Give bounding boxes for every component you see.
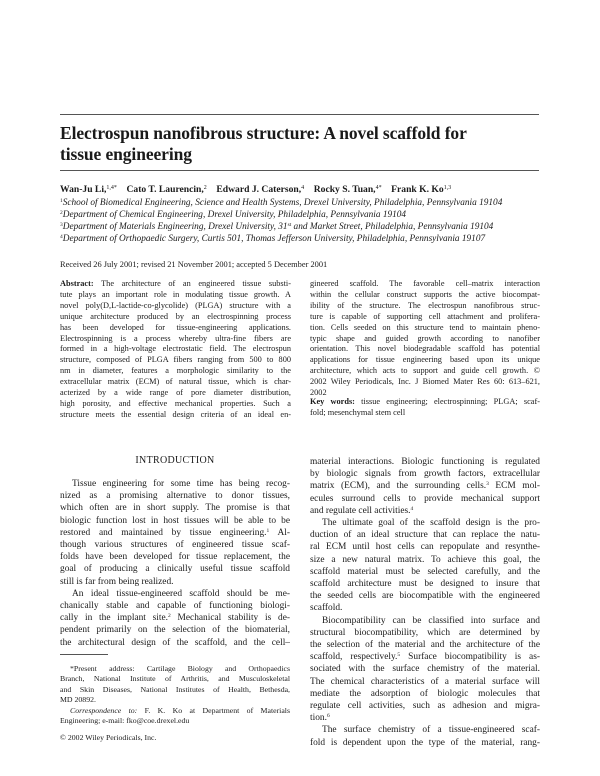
body-text: the selection of the material and the architecture of the [310, 640, 540, 651]
body-line [60, 515, 290, 527]
body-line [310, 529, 540, 541]
body-line [310, 480, 540, 492]
body-text: scaffold, respectively. [310, 652, 398, 663]
abstract-text: unique architecture produced by an electrospinning process [60, 311, 291, 321]
body-text: fold is dependent upon the type of the material, rang- [310, 737, 540, 748]
introduction-right-column [310, 456, 540, 749]
body-line [310, 651, 540, 663]
abstract-line [60, 323, 291, 334]
body-line [310, 554, 540, 566]
body-text: the architectural design of the scaffold, and the cell– [60, 637, 290, 648]
abstract-line [60, 290, 291, 301]
abstract-line: gineered scaffold. The favorable cell–matrix interaction [310, 279, 540, 288]
footnote-line: MD 20892. [60, 695, 96, 705]
body-text: though various structures of engineered tissue scaf- [60, 540, 290, 551]
footnote-line: *Present address: Cartilage Biology and Orthopaedics [70, 664, 290, 673]
abstract-text: nm in diameter, features a morphologic similarity to the [60, 366, 291, 376]
body-text: Biocompatibility can be classified into surface and [322, 615, 540, 626]
body-line [310, 688, 540, 700]
body-text: regulate cell activities, such as adhesion and migra- [310, 701, 540, 712]
abstract-text: structure, composed of PLGA fibers ranging from 500 to 800 [60, 355, 291, 365]
body-text: An ideal tissue-engineered scaffold should be me- [72, 588, 290, 599]
body-line [310, 590, 540, 602]
body-text: ecules surround cells to provide mechanical support [310, 493, 540, 504]
author-name: Frank K. Ko [391, 184, 444, 195]
body-line [310, 566, 540, 578]
abstract-line: tion. Cells seeded on this structure tend to maintain pheno- [310, 322, 540, 332]
abstract-line [60, 388, 291, 399]
body-line [310, 468, 540, 480]
body-text: the seeded cells are biocompatible with the engineered [310, 591, 540, 602]
body-text: The chemical characteristics of a material surface will [310, 676, 540, 687]
abstract-left-column [60, 279, 291, 421]
footnote-correspondence: Correspondence to: F. K. Ko at Department of Materials Engineering; e-mail: fko@coe.drexel.edu [60, 706, 290, 726]
body-text: folds have been developed for tissue replacement, the [60, 552, 290, 563]
body-text: cally in the implant site. [60, 613, 169, 624]
body-line [310, 627, 540, 639]
body-line [60, 502, 290, 514]
body-text: ral ECM until host cells can repopulate and resynthe- [310, 542, 540, 553]
reference-mark: 3 [486, 481, 489, 488]
abstract-line [60, 377, 291, 388]
author-affiliation-mark: 1,4* [106, 185, 117, 191]
footnote-rule [60, 654, 108, 655]
body-line [60, 527, 290, 539]
body-line [310, 602, 540, 614]
abstract-line: orientation. This novel biodegradable scaffold has potential [310, 344, 540, 354]
abstract-line [60, 355, 291, 366]
abstract-text: formed in a high-voltage electrostatic field. The electrospun [60, 344, 291, 354]
body-line [310, 700, 540, 712]
abstract-text: has been developed for tissue-engineering applications. [60, 322, 291, 332]
body-line [60, 551, 290, 563]
body-text: pendent primarily on the selection of the biomaterial, [60, 625, 290, 636]
abstract-line [60, 312, 291, 323]
body-line [60, 563, 290, 575]
body-text: which often are in short supply. The promise is that [60, 503, 290, 514]
footnote-present-address [60, 664, 290, 706]
abstract-line [60, 334, 291, 345]
body-line [60, 576, 290, 588]
body-text: goal of producing a clinically useful tissue scaffold [60, 564, 290, 575]
abstract-line: 2002 Wiley Periodicals, Inc. J Biomed Mater Res 60: 613–621, [310, 377, 540, 387]
received-dates: Received 26 July 2001; revised 21 November 2001; accepted 5 December 2001 [60, 260, 328, 269]
author-name: Rocky S. Tuan, [313, 184, 376, 195]
affiliation-1: $^1$School of Biomedical Engineering, Science and Health Systems, Drexel University, Philadelphia, Pennsylvania 19104 [60, 198, 503, 208]
body-text: ECM mol- [488, 481, 540, 492]
body-text: scaffold material must be selected carefully, and the [310, 566, 540, 577]
abstract-text: The architecture of an engineered tissue substi- [93, 279, 291, 288]
body-line [310, 505, 540, 517]
abstract-line: applications for tissue engineering based upon its unique [310, 355, 540, 365]
abstract-text: novel poly(D,L-lactide-co-glycolide) (PLGA) structure with a [60, 300, 291, 310]
author-name: Edward J. Caterson, [216, 184, 302, 195]
reference-mark: 4 [410, 505, 414, 512]
article-title [60, 123, 540, 165]
body-text: matrix (ECM), and the surrounding cells. [310, 481, 487, 492]
author-affiliation-mark: 4 [301, 185, 305, 191]
reference-mark: 2 [168, 613, 171, 620]
body-text: Surface biocompatibility is as- [400, 652, 540, 663]
body-text: by biologic signals from growth factors, extracellular [310, 469, 540, 480]
abstract-line [60, 366, 291, 377]
reference-mark: 6 [326, 713, 330, 720]
body-line [60, 478, 290, 490]
body-text: size a new natural matrix. To achieve this goal, the [310, 554, 540, 565]
abstract-line [60, 279, 291, 290]
body-text: duction of an ideal structure that can replace the natu- [310, 530, 540, 541]
keywords: Key words: tissue engineering; electrospinning; PLGA; scaf- fold; mesenchymal stem cell [310, 397, 540, 417]
affiliation-2: $^2$Department of Chemical Engineering, Drexel University, Philadelphia, Pennsylvania 19104 [60, 210, 407, 220]
body-line [310, 456, 540, 468]
body-line [60, 600, 290, 612]
abstract-line: architecture, which acts to support and guide cell growth. © [310, 366, 540, 376]
reference-mark: 5 [397, 652, 401, 659]
author-name: Cato T. Laurencin, [126, 184, 204, 195]
abstract-text: high porosity, and effective mechanical properties. Such a [60, 398, 291, 408]
author-list [60, 184, 540, 195]
body-line [60, 624, 290, 636]
abstract-text: Electrospinning is a process whereby ultra-fine fibers are [60, 333, 291, 343]
title-line-2: tissue engineering [60, 144, 192, 164]
introduction-left-column [60, 478, 290, 649]
body-line [310, 737, 540, 749]
body-text: Tissue engineering for some time has being recog- [72, 479, 290, 489]
abstract-line: typic shape and guided growth according to nanofiber [310, 333, 540, 343]
abstract-line: ture is capable of supporting cell attachment and prolifera- [310, 311, 540, 321]
copyright-notice: © 2002 Wiley Periodicals, Inc. [60, 733, 157, 742]
abstract-text: acterized by a wide range of pore diameter distribution, [60, 388, 291, 398]
body-text: and regulate cell activities. [310, 505, 411, 516]
body-text: structural biocompatibility, which are determined by [310, 627, 540, 638]
abstract-line [60, 344, 291, 355]
body-line [310, 676, 540, 688]
body-line [60, 539, 290, 551]
body-text: chanically stable and capable of functioning biologi- [60, 601, 290, 612]
affiliation-4: $^4$Department of Orthopaedic Surgery, Curtis 501, Thomas Jefferson University, Philadelphia, Pennsylvania 19107 [60, 234, 486, 244]
body-line [310, 493, 540, 505]
abstract-line [60, 301, 291, 312]
body-line [310, 541, 540, 553]
body-text: biologic function lost in host tissues will be able to be [60, 515, 290, 526]
abstract-line: ibility of the structure. The electrospun nanofibrous struc- [310, 300, 540, 310]
reference-mark: 1 [266, 527, 270, 534]
body-line [310, 517, 540, 529]
body-line [60, 490, 290, 502]
body-line [310, 615, 540, 627]
body-text: mediate the adsorption of biologic molecules that [310, 688, 540, 699]
top-rule [60, 114, 539, 115]
body-text: nized as a promising alternative to donor tissues, [60, 491, 290, 502]
body-line [310, 712, 540, 724]
body-line [60, 637, 290, 649]
title-rule [60, 170, 539, 171]
abstract-text: tute plays an important role in modulating tissue growth. A [60, 289, 291, 299]
abstract-line: 2002 [310, 388, 327, 398]
author-name: Wan-Ju Li, [60, 184, 107, 195]
title-line-1: Electrospun nanofibrous structure: A novel scaffold for [60, 123, 467, 143]
abstract-right-column [310, 279, 540, 399]
body-text: The surface chemistry of a tissue-engineered scaf- [322, 725, 540, 736]
abstract-text: structure meets the essential design criteria of an ideal en- [60, 409, 291, 419]
body-line [60, 612, 290, 624]
abstract-line [60, 399, 291, 410]
body-text: sociated with the surface chemistry of the material. [310, 664, 540, 675]
body-text: restored and maintained by tissue engineering. [60, 527, 267, 538]
footnote-line: and Skin Diseases, National Institutes of Health, Bethesda, [60, 684, 290, 694]
footnote-line: Branch, National Institute of Arthritis, and Musculoskeletal [60, 674, 290, 684]
section-heading-introduction: INTRODUCTION [135, 455, 215, 466]
body-text: scaffold architecture must be designed to insure that [310, 579, 540, 590]
affiliation-3: $^3$Department of Materials Engineering, Drexel University, 31st and Market Street, Philadelphia, Pennsylvania 19104 [60, 222, 494, 232]
body-text: Mechanical stability is de- [170, 613, 290, 624]
author-affiliation-mark: 2 [203, 185, 207, 191]
author-affiliation-mark: 1,3 [443, 185, 452, 191]
body-text: still is far from being realized. [60, 576, 174, 587]
body-text: Al- [269, 527, 290, 538]
abstract-line: within the cellular construct supports the active biocompat- [310, 289, 540, 299]
body-text: scaffold. [310, 603, 343, 614]
body-line [310, 724, 540, 736]
abstract-line [60, 410, 291, 421]
body-line [60, 588, 290, 600]
abstract-label: Abstract: [60, 279, 94, 288]
body-text: The ultimate goal of the scaffold design is the pro- [322, 518, 540, 529]
body-line [310, 663, 540, 675]
body-line [310, 578, 540, 590]
abstract-text: extracellular matrix (ECM) of natural tissue, which is char- [60, 377, 291, 387]
body-line [310, 639, 540, 651]
body-text: material interactions. Biologic functioning is regulated [310, 457, 540, 467]
body-text: tion. [310, 713, 327, 724]
author-affiliation-mark: 4* [375, 185, 382, 191]
